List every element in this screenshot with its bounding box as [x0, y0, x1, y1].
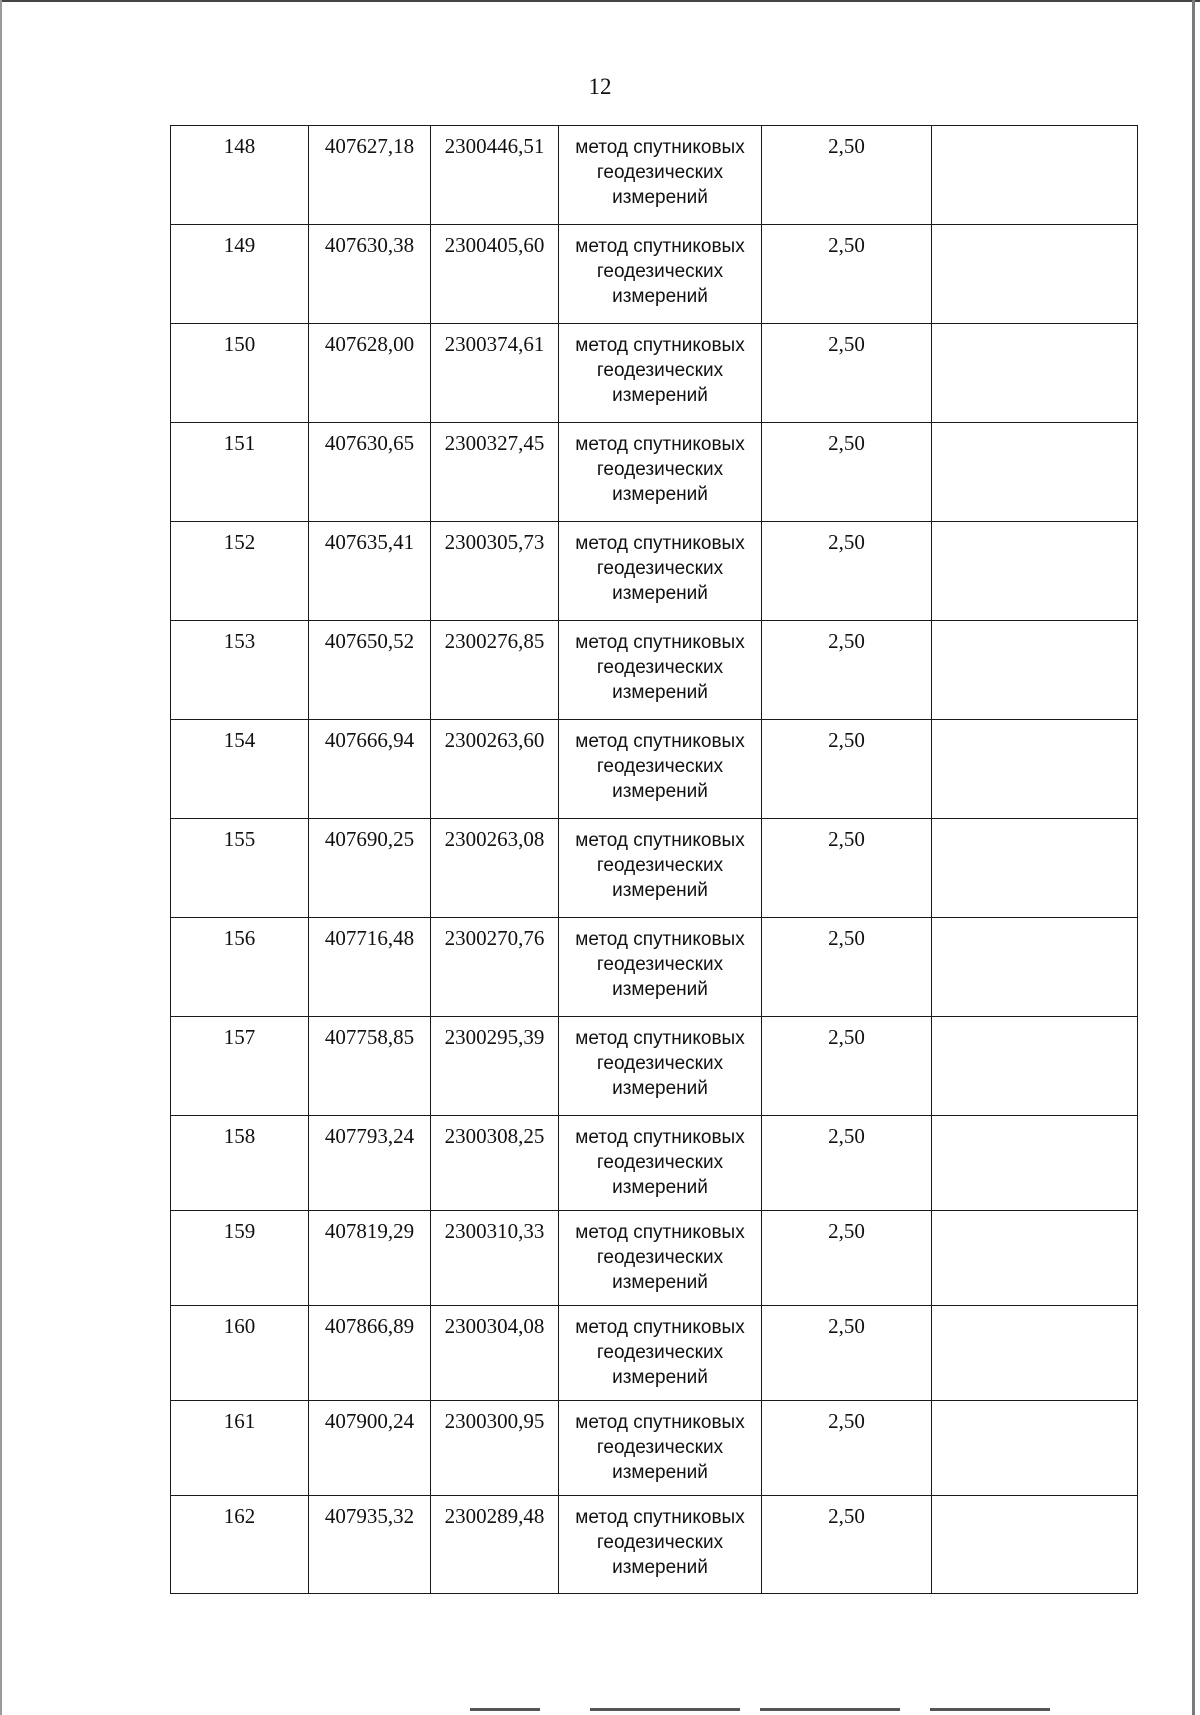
method-cell: метод спутниковых геодезических измерений — [559, 621, 762, 720]
y-coordinate-cell: 2300374,61 — [431, 324, 559, 423]
accuracy-cell: 2,50 — [762, 720, 932, 819]
scan-artifact — [590, 1708, 740, 1711]
x-coordinate-cell: 407758,85 — [309, 1017, 431, 1116]
x-coordinate-cell: 407666,94 — [309, 720, 431, 819]
point-number-cell: 156 — [171, 918, 309, 1017]
point-number-cell: 154 — [171, 720, 309, 819]
point-number-cell: 151 — [171, 423, 309, 522]
point-number-cell: 157 — [171, 1017, 309, 1116]
scan-artifact — [470, 1708, 540, 1711]
method-cell: метод спутниковых геодезических измерений — [559, 225, 762, 324]
accuracy-cell: 2,50 — [762, 1017, 932, 1116]
accuracy-cell: 2,50 — [762, 126, 932, 225]
x-coordinate-cell: 407900,24 — [309, 1401, 431, 1496]
y-coordinate-cell: 2300263,08 — [431, 819, 559, 918]
x-coordinate-cell: 407935,32 — [309, 1496, 431, 1594]
scan-artifact — [930, 1708, 1050, 1711]
scan-left-edge — [0, 0, 2, 1715]
table-row — [171, 1496, 1138, 1594]
x-coordinate-cell: 407630,65 — [309, 423, 431, 522]
y-coordinate-cell: 2300304,08 — [431, 1306, 559, 1401]
table-row — [171, 126, 1138, 225]
x-coordinate-cell: 407716,48 — [309, 918, 431, 1017]
note-cell — [932, 324, 1138, 423]
y-coordinate-cell: 2300327,45 — [431, 423, 559, 522]
note-cell — [932, 1401, 1138, 1496]
method-cell: метод спутниковых геодезических измерений — [559, 324, 762, 423]
coordinates-table — [170, 125, 1138, 1594]
method-cell: метод спутниковых геодезических измерений — [559, 1211, 762, 1306]
table-row — [171, 324, 1138, 423]
y-coordinate-cell: 2300446,51 — [431, 126, 559, 225]
method-cell: метод спутниковых геодезических измерений — [559, 1401, 762, 1496]
note-cell — [932, 1306, 1138, 1401]
y-coordinate-cell: 2300305,73 — [431, 522, 559, 621]
table-row — [171, 1401, 1138, 1496]
x-coordinate-cell: 407650,52 — [309, 621, 431, 720]
y-coordinate-cell: 2300263,60 — [431, 720, 559, 819]
accuracy-cell: 2,50 — [762, 1116, 932, 1211]
x-coordinate-cell: 407635,41 — [309, 522, 431, 621]
note-cell — [932, 918, 1138, 1017]
table-row — [171, 1211, 1138, 1306]
point-number-cell: 158 — [171, 1116, 309, 1211]
scan-right-edge — [1192, 0, 1195, 1715]
method-cell: метод спутниковых геодезических измерений — [559, 423, 762, 522]
note-cell — [932, 1496, 1138, 1594]
method-cell: метод спутниковых геодезических измерений — [559, 522, 762, 621]
table-row — [171, 720, 1138, 819]
point-number-cell: 149 — [171, 225, 309, 324]
x-coordinate-cell: 407793,24 — [309, 1116, 431, 1211]
accuracy-cell: 2,50 — [762, 1496, 932, 1594]
accuracy-cell: 2,50 — [762, 1401, 932, 1496]
point-number-cell: 150 — [171, 324, 309, 423]
accuracy-cell: 2,50 — [762, 522, 932, 621]
x-coordinate-cell: 407690,25 — [309, 819, 431, 918]
note-cell — [932, 1116, 1138, 1211]
note-cell — [932, 621, 1138, 720]
coordinates-table-body — [171, 126, 1138, 1594]
note-cell — [932, 225, 1138, 324]
x-coordinate-cell: 407630,38 — [309, 225, 431, 324]
note-cell — [932, 1211, 1138, 1306]
scan-artifact — [760, 1708, 900, 1711]
method-cell: метод спутниковых геодезических измерений — [559, 918, 762, 1017]
y-coordinate-cell: 2300289,48 — [431, 1496, 559, 1594]
accuracy-cell: 2,50 — [762, 819, 932, 918]
point-number-cell: 159 — [171, 1211, 309, 1306]
accuracy-cell: 2,50 — [762, 225, 932, 324]
accuracy-cell: 2,50 — [762, 1211, 932, 1306]
x-coordinate-cell: 407866,89 — [309, 1306, 431, 1401]
note-cell — [932, 1017, 1138, 1116]
method-cell: метод спутниковых геодезических измерений — [559, 1017, 762, 1116]
x-coordinate-cell: 407819,29 — [309, 1211, 431, 1306]
point-number-cell: 161 — [171, 1401, 309, 1496]
table-row — [171, 423, 1138, 522]
point-number-cell: 148 — [171, 126, 309, 225]
accuracy-cell: 2,50 — [762, 423, 932, 522]
point-number-cell: 162 — [171, 1496, 309, 1594]
note-cell — [932, 819, 1138, 918]
point-number-cell: 155 — [171, 819, 309, 918]
method-cell: метод спутниковых геодезических измерений — [559, 1116, 762, 1211]
y-coordinate-cell: 2300300,95 — [431, 1401, 559, 1496]
y-coordinate-cell: 2300308,25 — [431, 1116, 559, 1211]
table-row — [171, 918, 1138, 1017]
table-row — [171, 1116, 1138, 1211]
y-coordinate-cell: 2300310,33 — [431, 1211, 559, 1306]
accuracy-cell: 2,50 — [762, 621, 932, 720]
note-cell — [932, 522, 1138, 621]
accuracy-cell: 2,50 — [762, 1306, 932, 1401]
y-coordinate-cell: 2300276,85 — [431, 621, 559, 720]
table-row — [171, 522, 1138, 621]
point-number-cell: 152 — [171, 522, 309, 621]
y-coordinate-cell: 2300295,39 — [431, 1017, 559, 1116]
table-row — [171, 819, 1138, 918]
y-coordinate-cell: 2300405,60 — [431, 225, 559, 324]
y-coordinate-cell: 2300270,76 — [431, 918, 559, 1017]
table-row — [171, 621, 1138, 720]
accuracy-cell: 2,50 — [762, 324, 932, 423]
method-cell: метод спутниковых геодезических измерений — [559, 819, 762, 918]
note-cell — [932, 720, 1138, 819]
point-number-cell: 153 — [171, 621, 309, 720]
scan-top-border — [0, 0, 1200, 2]
method-cell: метод спутниковых геодезических измерений — [559, 126, 762, 225]
table-row — [171, 225, 1138, 324]
x-coordinate-cell: 407627,18 — [309, 126, 431, 225]
accuracy-cell: 2,50 — [762, 918, 932, 1017]
table-row — [171, 1017, 1138, 1116]
point-number-cell: 160 — [171, 1306, 309, 1401]
x-coordinate-cell: 407628,00 — [309, 324, 431, 423]
method-cell: метод спутниковых геодезических измерений — [559, 1306, 762, 1401]
method-cell: метод спутниковых геодезических измерений — [559, 720, 762, 819]
page-number: 12 — [588, 74, 612, 99]
method-cell: метод спутниковых геодезических измерений — [559, 1496, 762, 1594]
note-cell — [932, 423, 1138, 522]
note-cell — [932, 126, 1138, 225]
table-row — [171, 1306, 1138, 1401]
